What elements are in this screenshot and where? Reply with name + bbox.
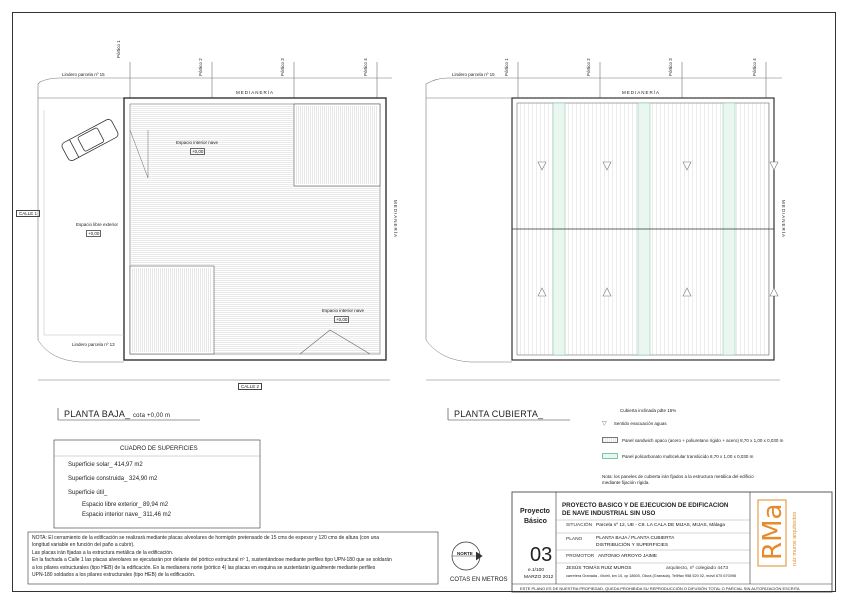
surface-interior: Espacio interior nave_ 311,46 m2 (82, 512, 171, 518)
planta-cubierta-drawing (426, 62, 782, 380)
planta-baja-title-text: PLANTA BAJA_ (64, 409, 131, 419)
promotor-value: ANTONIO ARROYO JAIME (598, 554, 658, 559)
architect-role: arquitecto, nº colegiado 4473 (666, 566, 729, 571)
plano-label: PLANO (566, 537, 583, 542)
plano-value-1: PLANTA BAJA / PLANTA CUBIERTA (596, 536, 675, 541)
legend-polycarbonate: Panel policarbonato multicelular translúcido 8,70 x 1,00 x 0,030 m (622, 454, 754, 459)
nota-line: UPN-180 soldados a los pilares estructurales (tipo HEB) de la edificación. (32, 572, 196, 579)
medianeria-label: MEDIANERÍA (781, 200, 786, 239)
surface-construida: Superficie construida_ 324,90 m2 (68, 476, 158, 482)
lindero-label: Lindero parcela nº 15 (62, 72, 105, 77)
logo-tagline: ruiz muros arquitectos (792, 511, 798, 566)
calle-label: CALLE 2 (238, 383, 262, 390)
planta-baja-subtitle: cota +0,00 m (132, 413, 171, 419)
date-value: MARZO 2012 (524, 575, 554, 580)
promotor-label: PROMOTOR (566, 554, 595, 559)
situacion-value: Parcela nº 12, UE - C9. LA CALA DE MIJAS, MIJAS, Málaga (596, 523, 725, 528)
architect-address: carretera Granada - Motril, km 10, cp 18600, Otura (Granada). Telf/fax 958 520 02, móvil 675 670098 (566, 574, 737, 578)
medianeria-label: MEDIANERÍA (236, 90, 275, 95)
architect-name: JESÚS TOMÁS RUIZ MUROS (566, 566, 632, 571)
portico-label: Pórtico 4 (752, 58, 757, 76)
portico-label: Pórtico 3 (668, 58, 673, 76)
portico-label: Pórtico 2 (198, 58, 203, 76)
triangle-icon: ▽ (602, 421, 607, 427)
scale-value: e.1/100 (528, 568, 545, 573)
portico-label: Pórtico 3 (280, 58, 285, 76)
legend-drainage-row (602, 420, 667, 427)
portico-label: Pórtico 1 (504, 58, 509, 76)
project-title-1: PROYECTO BASICO Y DE EJECUCION DE EDIFICACION (562, 502, 729, 509)
room-label: Espacio interior nave (176, 140, 219, 145)
legend-slope: Cubierta inclinada pdte 15% (620, 408, 677, 413)
surface-solar: Superficie solar_ 414,97 m2 (68, 462, 143, 468)
surfaces-heading: CUADRO DE SUPERFICIES (120, 446, 198, 452)
lindero-label: Lindero parcela nº 13 (72, 342, 115, 347)
nota-line: Las placas irán fijadas a la estructura metálica de la edificación. (32, 549, 174, 556)
project-type-1: Proyecto (520, 508, 550, 515)
nota-line: longitud variable en función del paño a cubrir). (32, 542, 135, 549)
portico-label: Pórtico 1 (116, 40, 121, 58)
lindero-label: Lindero parcela nº 15 (452, 72, 495, 77)
surface-util: Superficie útil_ (68, 490, 108, 496)
portico-label: Pórtico 4 (363, 58, 368, 76)
sandwich-swatch (602, 437, 618, 443)
north-label: NORTE (457, 551, 473, 556)
legend-sandwich: Panel sandwich opaco (acero + poliuretano rígido + acero) 8,70 x 1,00 x 0,030 m (622, 438, 784, 443)
planta-cubierta-title: PLANTA CUBIERTA_ (454, 409, 544, 419)
legend-drainage: Sentido evacuación aguas (613, 421, 667, 426)
calle-label: CALLE 1 (16, 210, 40, 217)
legend-note: Nota: los paneles de cubierta irán fijados a la estructura metálica del edificio mediante fijación rígida. (602, 474, 754, 485)
medianeria-label: MEDIANERÍA (622, 90, 661, 95)
room-level: +0,00 (192, 149, 204, 154)
nota-line: NOTA: El cerramiento de la edificación se realizará mediante placas alveolares de hormigón pretensado de 15 cms de espesor y 120 cms de altura (con una (32, 535, 380, 541)
copyright-footer: ESTE PLANO ES DE NUESTRA PROPIEDAD, QUEDA PROHIBIDA SU REPRODUCCIÓN O DIFUSIÓN TOTAL O PARCIAL SIN AUTORIZACIÓN ESCRITA (520, 586, 800, 591)
medianeria-label: MEDIANERÍA (393, 200, 398, 239)
portico-label: Pórtico 2 (586, 58, 591, 76)
polycarbonate-swatch (602, 453, 618, 459)
planta-baja-title (64, 409, 170, 419)
room-label: Espacio libre exterior (76, 222, 119, 227)
logo-mark: RMa (758, 503, 788, 560)
plano-value-2: DISTRIBUCIÓN Y SUPERFICIES (596, 543, 669, 548)
surface-exterior: Espacio libre exterior_ 89,94 m2 (82, 502, 169, 508)
nota-line: En la fachada a Calle 1 las placas alveolares se ejecutarán por delante del pórtico estructural nº 1, sustentándose mediante perfiles tipo UPN-180 que se soldarán (32, 557, 392, 564)
room-level: +0,00 (336, 317, 348, 322)
sheet-number: 03 (530, 544, 553, 566)
planta-baja-drawing (38, 62, 392, 380)
project-type-2: Básico (524, 518, 547, 525)
room-label: Espacio interior nave (322, 308, 365, 313)
scale-label: COTAS EN METROS (450, 577, 508, 583)
situacion-label: SITUACIÓN (566, 523, 593, 528)
project-title-2: DE NAVE INDUSTRIAL SIN USO (562, 510, 656, 517)
nota-block (32, 535, 434, 579)
nota-line: a los pilares estructurales (tipo HEB) de la edificación. En la medianera norte (pórtico 4) las placas en esquina se sustentarán igualmente mediante perfiles (32, 564, 376, 571)
room-level: +0,00 (88, 231, 100, 236)
